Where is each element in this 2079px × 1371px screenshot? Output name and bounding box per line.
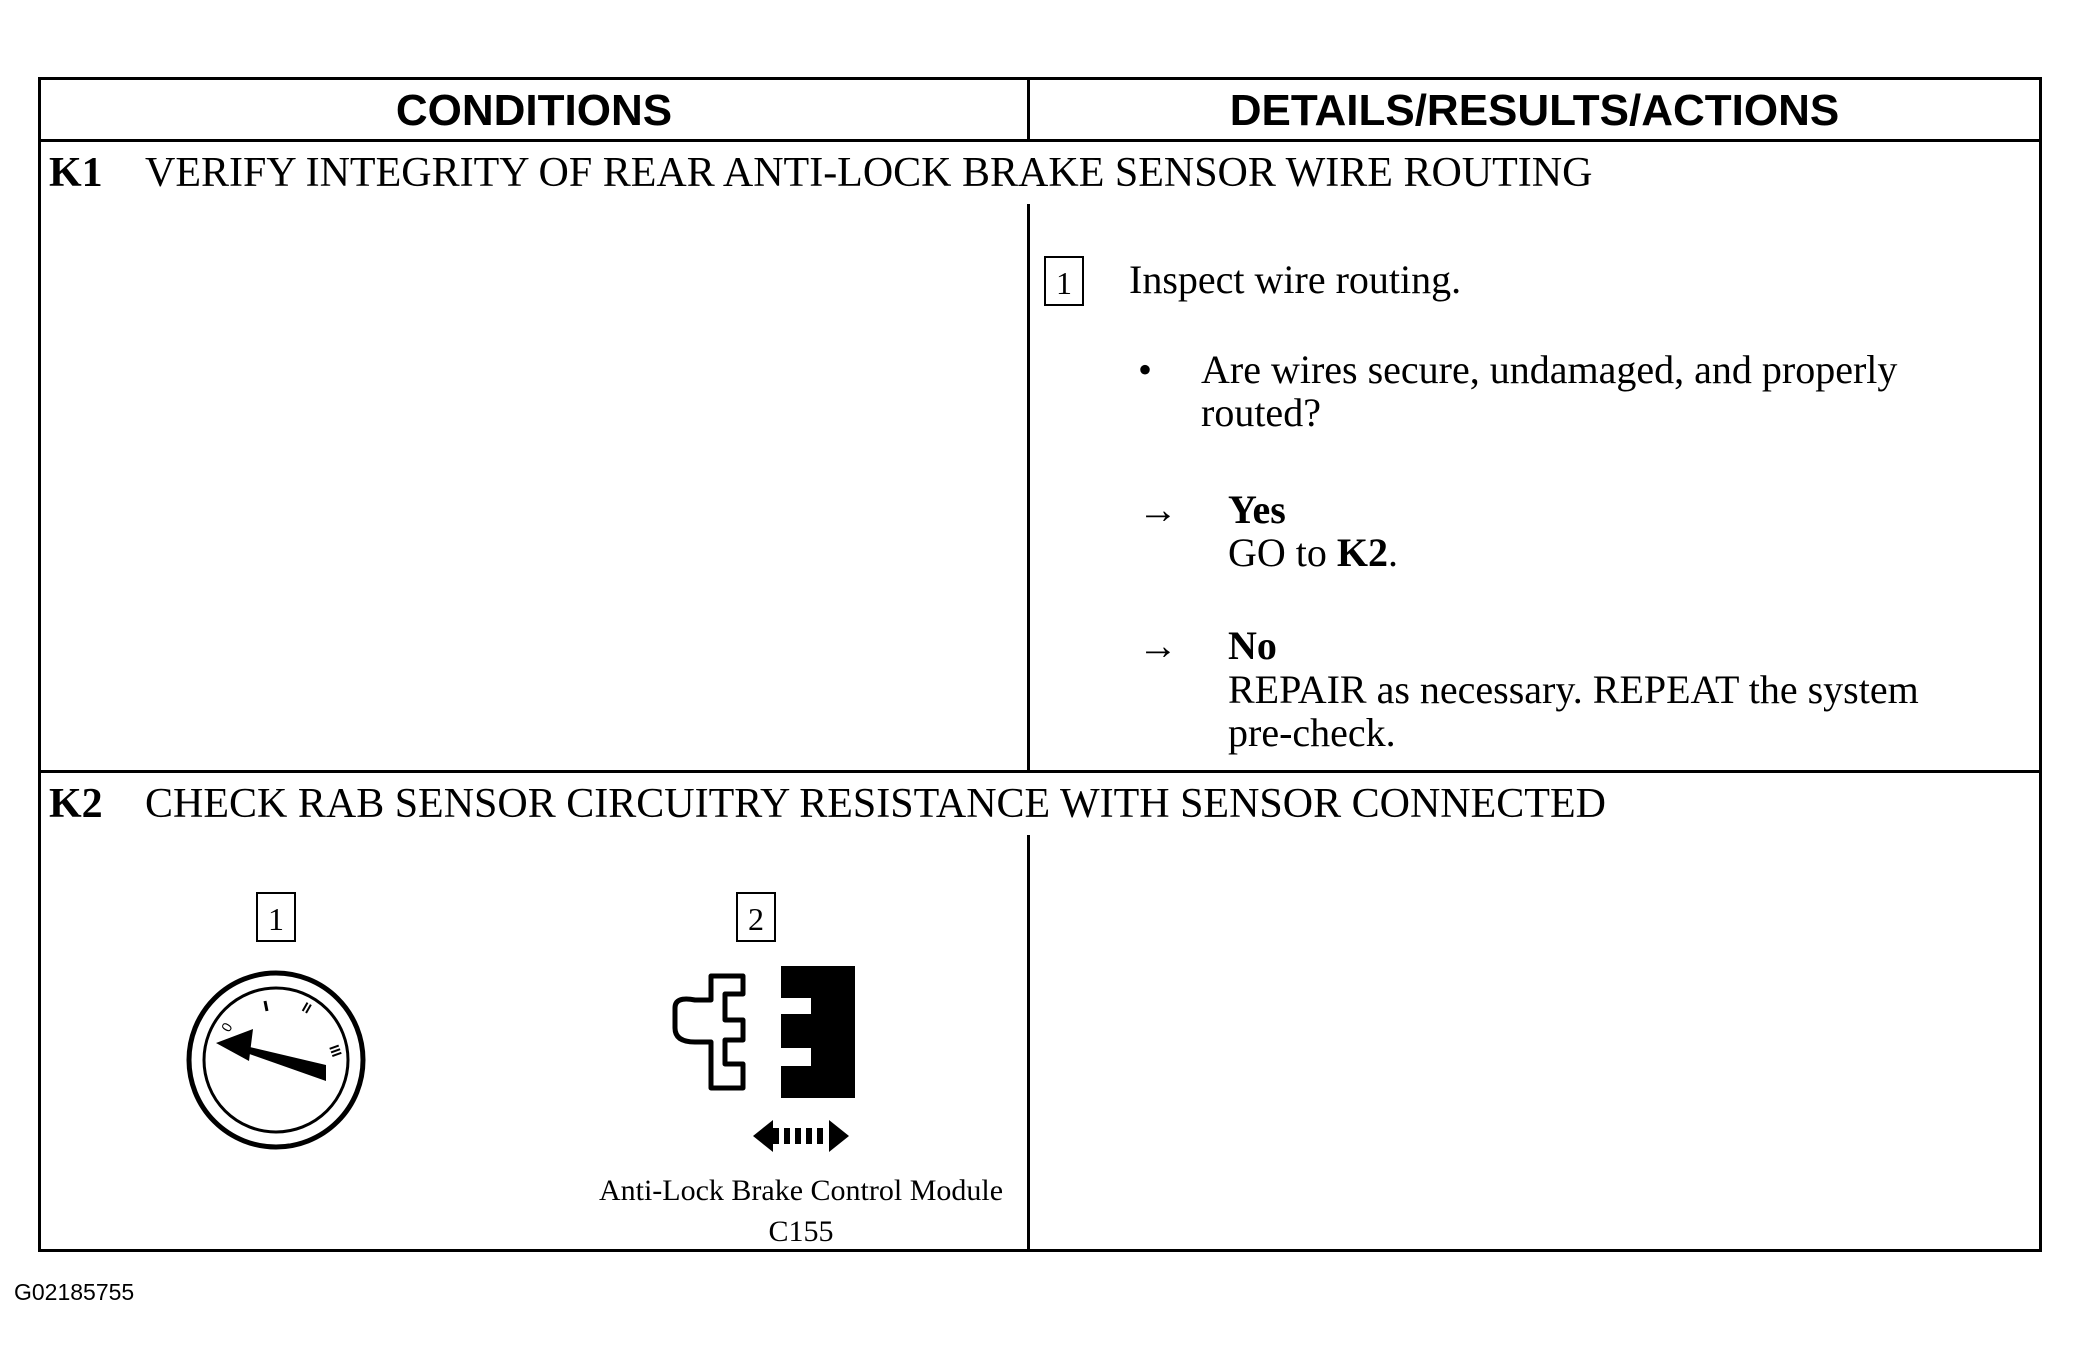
- action-text: Inspect wire routing.: [1129, 257, 1462, 302]
- question-line1: Are wires secure, undamaged, and properly: [1201, 347, 1898, 392]
- diagnostic-table: [38, 77, 2042, 1252]
- figure-code: G02185755: [14, 1279, 135, 1305]
- yes-label: Yes: [1228, 487, 1286, 532]
- no-arrow-icon: →: [1138, 623, 1178, 668]
- connector-disconnect-icon: [661, 960, 881, 1170]
- svg-text:III: III: [326, 1042, 346, 1059]
- yes-arrow-icon: →: [1138, 487, 1178, 532]
- no-action-line1: REPAIR as necessary. REPEAT the system: [1228, 667, 1919, 712]
- no-action-line2: pre-check.: [1228, 710, 1396, 755]
- yes-action: [1228, 531, 1398, 575]
- step-k2-code: K2: [49, 781, 103, 827]
- column-divider: [1027, 80, 1030, 1252]
- figure1-number-box: 1: [256, 892, 296, 942]
- svg-text:II: II: [299, 998, 315, 1017]
- action-number-box: 1: [1044, 256, 1084, 306]
- step-k1-row: [41, 142, 2039, 204]
- step-k2-row: [41, 773, 2039, 835]
- conditions-header: CONDITIONS: [395, 86, 673, 135]
- no-label: No: [1228, 623, 1277, 668]
- step-k2-title: CHECK RAB SENSOR CIRCUITRY RESISTANCE WITH SENSOR CONNECTED: [145, 781, 1606, 827]
- yes-action-post: .: [1388, 530, 1399, 575]
- step-k1-title: VERIFY INTEGRITY OF REAR ANTI-LOCK BRAKE SENSOR WIRE ROUTING: [145, 150, 1593, 196]
- yes-target-link[interactable]: K2: [1336, 530, 1389, 575]
- question-line2: routed?: [1201, 390, 1321, 435]
- svg-text:0: 0: [217, 1019, 236, 1035]
- ignition-switch-off-icon: [181, 965, 371, 1155]
- details-header: DETAILS/RESULTS/ACTIONS: [1229, 86, 1840, 135]
- yes-action-pre: GO to: [1228, 530, 1327, 575]
- bullet-icon: •: [1138, 347, 1153, 392]
- figure2-number-box: 2: [736, 892, 776, 942]
- figure2-caption-line2: C155: [768, 1215, 834, 1248]
- figure2-caption-line1: Anti-Lock Brake Control Module: [598, 1174, 1004, 1207]
- step-k1-code: K1: [49, 150, 103, 196]
